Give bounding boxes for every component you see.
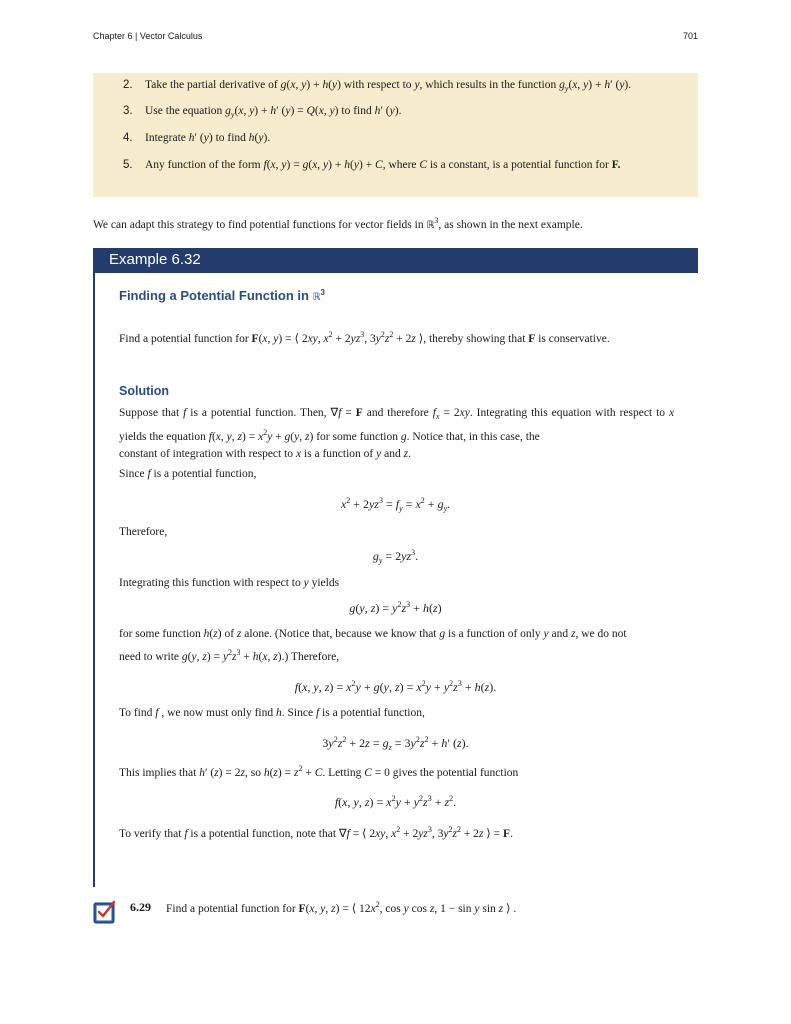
equation-gz: $3y^2z^2 + 2z = g_z = 3y^2z^2 + h'$ (z). — [322, 735, 469, 752]
tofind-line: To find f , we now must only find h. Since f is a potential function, — [119, 707, 425, 719]
checklist-icon — [93, 900, 117, 924]
verify-line: To verify that f is a potential function, note that ∇f = ⟨ 2xy, $x^2 + 2yz^3$, $3y^2z^2 + 2z$ ⟩ = F. — [119, 825, 513, 840]
strategy-step-4: 4. Integrate h′ (y) to find h(y). — [123, 132, 271, 144]
real-space-symbol: ℝ — [426, 220, 435, 231]
therefore-line: Therefore, — [119, 526, 168, 538]
equation-fy: $x^2 + 2yz^3 = f_y = x^2 + g_y$. — [340, 496, 451, 513]
solution-paragraph-1: Suppose that f is a potential function. Then, ∇f = F and therefore $f_x = 2xy$. Integrating this equation with respect to x yields the equation f(x, y, $z) = x^2y + g(y$, z) for some function g. Notice that, in this case, the — [119, 407, 675, 443]
solution-heading: Solution — [119, 384, 169, 398]
strategy-step-5: 5. Any function of the form f(x, y) = g(x, y) + h(y) + C, where C is a constant, is a potential function for F. — [123, 159, 621, 171]
equation-g: g(y, $z) = y^2z^3 + h(z)$ — [349, 600, 442, 615]
solution-line-constant: constant of integration with respect to x is a function of y and z. — [119, 448, 411, 460]
need-line: need to write g(y, $z) = y^2z^3 + h(x$, z).) Therefore, — [119, 648, 340, 663]
equation-final-f: f(x, y, $z) = x^2y + y^2z^3 + z^2$. — [334, 794, 457, 809]
intro-paragraph: We can adapt this strategy to find potential functions for vector fields in ℝ$^3$, as shown in the next example. — [93, 216, 583, 231]
since-line: Since f is a potential function, — [119, 468, 257, 480]
strategy-step-3: 3. Use the equation $g_y(x$, y) + h′ (y) = Q(x, y) to find h′ (y). — [123, 105, 402, 119]
integrating-line: Integrating this function with respect to y yields — [119, 577, 340, 589]
exercise-number: 6.29 — [130, 900, 151, 914]
example-header-bar — [93, 248, 698, 273]
exercise-text: Find a potential function for F(x, y, z) = ⟨ $12x^2$, cos y cos z, 1 − sin y sin z ⟩ . — [166, 900, 517, 915]
equation-gy: $g_y = 2yz^3$. — [372, 548, 419, 565]
implies-line: This implies that h′ (z) = 2z, so $h(z) = z^2 + C$. Letting C = 0 gives the potential function — [119, 764, 519, 779]
equation-f-expanded: f(x, y, $z) = x^2y + g(y$, $z) = x^2y + y^2z^3 + h(z)$. — [294, 679, 497, 694]
example-subtitle: Finding a Potential Function in ℝ$^3$ — [119, 288, 325, 303]
problem-statement: Find a potential function for F(x, y) = ⟨ 2xy, $x^2 + 2yz^3$, $3y^2z^2 + 2z$ ⟩, thereby showing that F is conservative. — [119, 330, 610, 345]
forsome-line: for some function h(z) of z alone. (Notice that, because we know that g is a function of only y and z, we do not — [119, 628, 627, 640]
chapter-header: Chapter 6 | Vector Calculus — [93, 31, 203, 41]
example-title: Example 6.32 — [109, 251, 201, 268]
strategy-step-2: 2. Take the partial derivative of g(x, y) + h(y) with respect to y, which results in the function $g_y(x$, y) + h′ (y). — [123, 77, 632, 93]
page-number: 701 — [682, 31, 698, 41]
strategy-box — [93, 73, 698, 197]
